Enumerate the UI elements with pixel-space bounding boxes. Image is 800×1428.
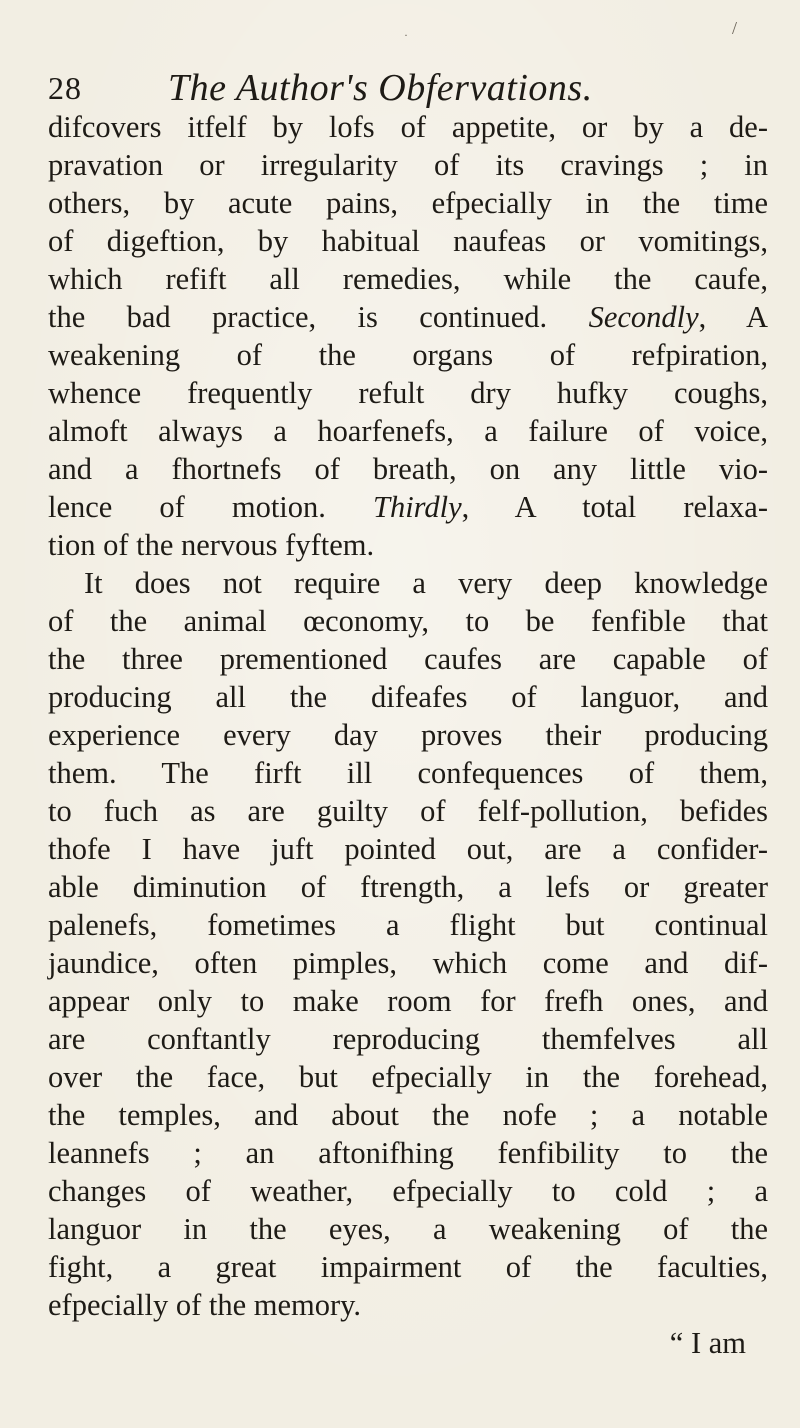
text-run: them. The firft ill confequences of them, <box>48 756 768 790</box>
text-line <box>48 108 768 146</box>
text-run: the three prementioned caufes are capable of <box>48 642 768 676</box>
text-run: to fuch as are guilty of felf-pollution, befides <box>48 794 768 828</box>
text-run: of digeftion, by habitual naufeas or vomitings, <box>48 224 768 258</box>
text-run: , A total relaxa- <box>461 490 768 524</box>
page-number: 28 <box>48 70 82 106</box>
text-run: others, by acute pains, efpecially in the time <box>48 186 768 220</box>
catchword: “ I am <box>669 1326 746 1360</box>
ink-speck: / <box>732 18 738 38</box>
text-run: tion of the nervous fyftem. <box>48 528 375 562</box>
text-run: producing all the difeafes of languor, and <box>48 680 768 714</box>
text-run: of the animal œconomy, to be fenfible that <box>48 604 768 638</box>
text-line <box>48 792 768 830</box>
text-line <box>48 1210 768 1248</box>
text-run: whence frequently refult dry hufky coughs, <box>48 376 768 410</box>
ink-speck: · <box>404 28 408 42</box>
text-line <box>48 222 768 260</box>
text-line <box>48 830 768 868</box>
body-text <box>48 108 768 1362</box>
text-run: difcovers itfelf by lofs of appetite, or by a de- <box>48 110 768 144</box>
text-line <box>48 298 768 336</box>
text-run: languor in the eyes, a weakening of the <box>48 1212 768 1246</box>
text-line <box>48 1172 768 1210</box>
italic-word: Thirdly <box>372 490 462 524</box>
text-line <box>48 716 768 754</box>
italic-word: Secondly <box>588 300 699 334</box>
text-run: experience every day proves their producing <box>48 718 768 752</box>
text-line <box>48 754 768 792</box>
text-run: almoft always a hoarfenefs, a failure of voice, <box>48 414 768 448</box>
text-line <box>48 260 768 298</box>
page-header <box>48 64 768 114</box>
text-line <box>48 526 768 564</box>
text-line <box>48 1058 768 1096</box>
text-line <box>48 602 768 640</box>
text-run: and a fhortnefs of breath, on any little vio- <box>48 452 768 486</box>
text-run: thofe I have juft pointed out, are a confider- <box>48 832 768 866</box>
text-run: It does not require a very deep knowledge <box>84 566 768 600</box>
text-run: able diminution of ftrength, a lefs or greater <box>48 870 768 904</box>
text-line <box>48 450 768 488</box>
text-line <box>48 564 768 602</box>
text-line <box>48 678 768 716</box>
text-line <box>48 412 768 450</box>
text-run: which refift all remedies, while the caufe, <box>48 262 768 296</box>
text-line <box>48 374 768 412</box>
text-run: efpecially of the memory. <box>48 1288 362 1322</box>
text-run: jaundice, often pimples, which come and dif- <box>48 946 768 980</box>
text-line <box>48 184 768 222</box>
text-line <box>48 146 768 184</box>
text-run: palenefs, fometimes a flight but continual <box>48 908 768 942</box>
text-line <box>48 640 768 678</box>
text-line <box>48 1286 768 1324</box>
text-line <box>48 1134 768 1172</box>
text-line <box>48 944 768 982</box>
running-head: The Author's Obfervations. <box>168 67 593 109</box>
text-line <box>48 1096 768 1134</box>
text-line <box>48 1020 768 1058</box>
text-run: weakening of the organs of refpiration, <box>48 338 768 372</box>
text-line <box>48 336 768 374</box>
text-run: leannefs ; an aftonifhing fenfibility to the <box>48 1136 768 1170</box>
text-run: , A <box>698 300 769 334</box>
text-line <box>48 488 768 526</box>
text-run: are conftantly reproducing themfelves all <box>48 1022 768 1056</box>
text-line <box>48 906 768 944</box>
text-line <box>48 1248 768 1286</box>
text-line <box>48 868 768 906</box>
text-run: fight, a great impairment of the faculties, <box>48 1250 768 1284</box>
text-run: lence of motion. <box>48 490 373 524</box>
text-run: appear only to make room for frefh ones, and <box>48 984 768 1018</box>
text-run: over the face, but efpecially in the forehead, <box>48 1060 768 1094</box>
text-run: the bad practice, is continued. <box>48 300 589 334</box>
text-run: pravation or irregularity of its cravings ; in <box>48 148 768 182</box>
text-line <box>48 982 768 1020</box>
text-run: the temples, and about the nofe ; a notable <box>48 1098 768 1132</box>
text-run: changes of weather, efpecially to cold ; a <box>48 1174 768 1208</box>
